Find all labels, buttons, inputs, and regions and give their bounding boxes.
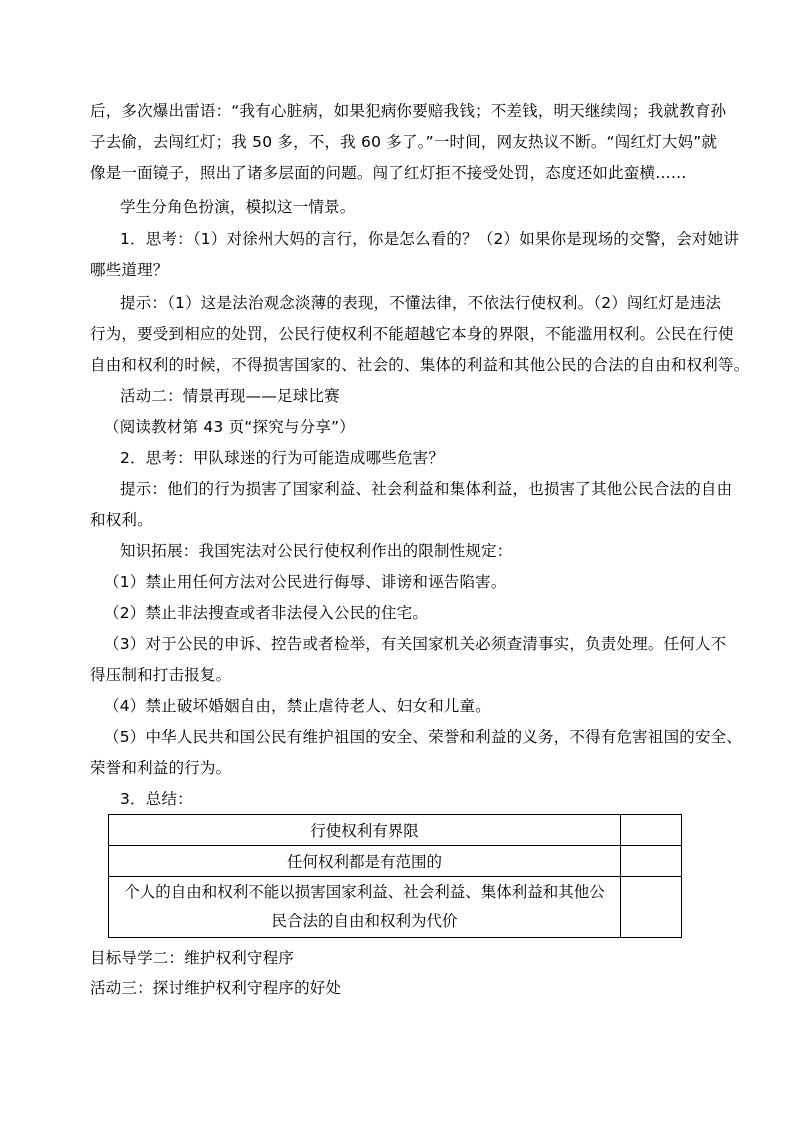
table-cell-line: 民合法的自由和权利为代价 bbox=[271, 912, 458, 930]
list-item: （5）中华人民共和国公民有维护祖国的安全、荣誉和利益的义务，不得有危害祖国的安全、 bbox=[104, 728, 743, 746]
question-1: 1．思考：（1）对徐州大妈的言行，你是怎么看的？（2）如果你是现场的交警，会对她讲 bbox=[120, 230, 740, 248]
summary-heading: 3．总结： bbox=[120, 790, 193, 808]
table-cell: 任何权利都是有范围的 bbox=[109, 846, 621, 877]
reading-note: （阅读教材第 43 页“探究与分享”） bbox=[104, 418, 355, 436]
table-cell-line: 个人的自由和权利不能以损害国家利益、社会利益、集体利益和其他公 bbox=[124, 883, 605, 901]
body-text-line: 荣誉和利益的行为。 bbox=[90, 759, 232, 777]
hint-text: 提示：他们的行为损害了国家利益、社会利益和集体利益，也损害了其他公民合法的自由 bbox=[120, 480, 733, 498]
table-row bbox=[109, 846, 682, 877]
list-item: （1）禁止用任何方法对公民进行侮辱、诽谤和诬告陷害。 bbox=[104, 573, 507, 591]
table-cell-empty bbox=[621, 877, 682, 938]
list-item: （3）对于公民的申诉、控告或者检举，有关国家机关必须查清事实，负责处理。任何人不 bbox=[104, 635, 727, 653]
body-text-line: 哪些道理？ bbox=[90, 261, 169, 279]
table-cell: 行使权利有界限 bbox=[109, 815, 621, 846]
body-text-line: 后，多次爆出雷语：“我有心脏病，如果犯病你要赔我钱；不差钱，明天继续闯；我就教育孙 bbox=[90, 102, 727, 120]
body-text-line: 自由和权利的时候，不得损害国家的、社会的、集体的利益和其他公民的合法的自由和权利等。 bbox=[90, 356, 750, 374]
section-heading: 目标导学二：维护权利守程序 bbox=[90, 949, 295, 967]
activity-heading: 活动二：情景再现——足球比赛 bbox=[120, 387, 340, 405]
table-row bbox=[109, 815, 682, 846]
body-text-line: 像是一面镜子，照出了诸多层面的问题。闯了红灯拒不接受处罚，态度还如此蛮横…… bbox=[90, 164, 687, 182]
summary-table bbox=[108, 814, 682, 938]
table-row bbox=[109, 877, 682, 938]
question-2: 2．思考：甲队球迷的行为可能造成哪些危害？ bbox=[120, 449, 445, 467]
body-text-line: 子去偷，去闯红灯；我 50 多，不，我 60 多了。”一时间，网友热议不断。“闯红灯大妈”就 bbox=[90, 133, 718, 151]
body-text-line: 行为，要受到相应的处罚，公民行使权利不能超越它本身的界限，不能滥用权利。公民在行使 bbox=[90, 325, 734, 343]
table-cell-empty bbox=[621, 846, 682, 877]
table-cell bbox=[109, 877, 621, 938]
list-item: （4）禁止破坏婚姻自由，禁止虐待老人、妇女和儿童。 bbox=[104, 697, 491, 715]
body-text-line: 和权利。 bbox=[90, 511, 153, 529]
body-text-line: 得压制和打击报复。 bbox=[90, 666, 232, 684]
table-cell-empty bbox=[621, 815, 682, 846]
body-text-line: 学生分角色扮演，模拟这一情景。 bbox=[120, 198, 356, 216]
knowledge-extension-heading: 知识拓展：我国宪法对公民行使权利作出的限制性规定： bbox=[120, 542, 513, 560]
list-item: （2）禁止非法搜查或者非法侵入公民的住宅。 bbox=[104, 604, 429, 622]
hint-text: 提示：（1）这是法治观念淡薄的表现，不懂法律，不依法行使权利。（2）闯红灯是违法 bbox=[120, 294, 722, 312]
activity-heading: 活动三：探讨维护权利守程序的好处 bbox=[90, 979, 342, 997]
